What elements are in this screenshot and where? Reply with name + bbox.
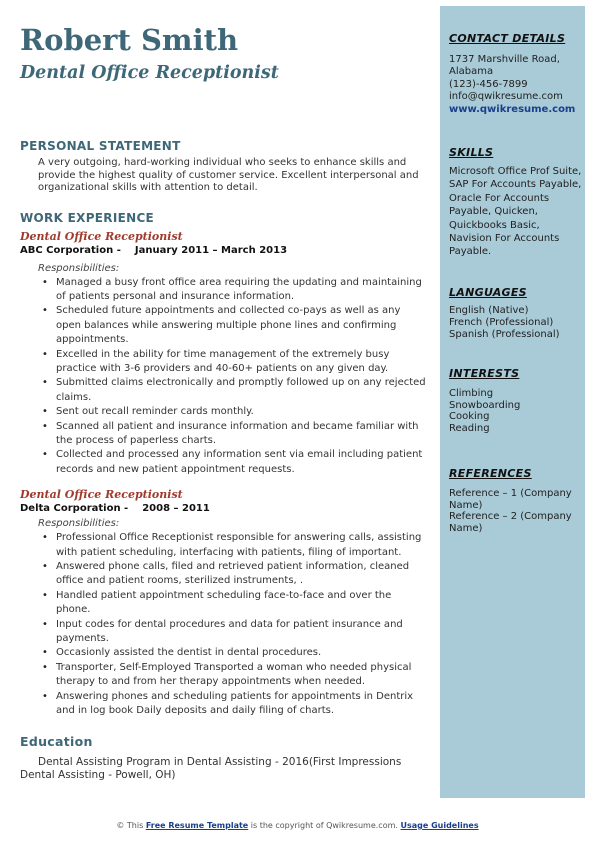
- list-item: Spanish (Professional): [449, 329, 560, 340]
- job-dates: 2008 – 2011: [142, 503, 210, 515]
- main-column: [20, 22, 428, 782]
- interests-section: [449, 367, 583, 434]
- job-company-line: [20, 502, 428, 515]
- list-item: Climbing: [449, 388, 494, 399]
- job-company: ABC Corporation -: [20, 244, 121, 256]
- list-item: • Scheduled future appointments and collected co-pays as well as any open balances while answering multiple phone lines and confirming appointments.: [20, 304, 428, 347]
- list-item: • Excelled in the ability for time management of the extremely busy practice with 3-6 providers and 40-60+ patients on any given day.: [20, 348, 428, 377]
- education-heading: Education: [20, 734, 93, 750]
- skills-text: Microsoft Office Prof Suite, SAP For Accounts Payable, Oracle For Accounts Payable, Quicken, Quickbooks Basic, Navision For Accounts Payable.: [449, 166, 582, 258]
- job-entry: [20, 230, 428, 478]
- list-item: Reference – 2 (Company Name): [449, 511, 572, 534]
- list-item: • Answered phone calls, filed and retrieved patient information, cleaned office and patient rooms, sterilized instruments, .: [20, 560, 428, 589]
- job-company: Delta Corporation -: [20, 503, 129, 515]
- interests-heading: INTERESTS: [449, 367, 520, 380]
- list-item: • Occasionly assisted the dentist in dental procedures.: [20, 646, 428, 660]
- references-heading: REFERENCES: [449, 467, 532, 480]
- job-company-line: [20, 244, 428, 257]
- list-item: Reading: [449, 422, 490, 434]
- skills-section: [449, 146, 583, 259]
- contact-email[interactable]: info@qwikresume.com: [449, 91, 563, 102]
- list-item: Reference – 1 (Company Name): [449, 488, 572, 511]
- list-item: • Submitted claims electronically and promptly followed up on any rejected claims.: [20, 376, 428, 405]
- footer-middle: is the copyright of Qwikresume.com.: [250, 821, 398, 830]
- contact-address-line1: 1737 Marshville Road,: [449, 54, 560, 65]
- list-item: Snowboarding: [449, 399, 521, 411]
- list-item: French (Professional): [449, 317, 554, 328]
- skills-heading: SKILLS: [449, 146, 494, 159]
- list-item: • Sent out recall reminder cards monthly.: [20, 405, 428, 419]
- contact-website-link[interactable]: www.qwikresume.com: [449, 104, 576, 115]
- personal-statement-text: A very outgoing, hard-working individual who seeks to enhance skills and provide the highest quality of customer service. Excellent interpersonal and organizational skills with attention to detail.: [38, 157, 419, 193]
- list-item: Cooking: [449, 411, 490, 422]
- list-item: • Handled patient appointment scheduling face-to-face and over the phone.: [20, 589, 428, 618]
- languages-section: [449, 286, 583, 341]
- list-item: • Answering phones and scheduling patients for appointments in Dentrix and in log book Daily deposits and daily filing of charts.: [20, 690, 428, 719]
- list-item: • Professional Office Receptionist responsible for answering calls, assisting with patient scheduling, interfacing with patients, filing of important.: [20, 531, 428, 560]
- languages-heading: LANGUAGES: [449, 286, 527, 299]
- job-dates: January 2011 – March 2013: [134, 244, 288, 256]
- contact-section: [449, 32, 583, 116]
- contact-heading: CONTACT DETAILS: [449, 32, 566, 45]
- footer-prefix: © This: [116, 821, 144, 830]
- responsibilities-list: [20, 531, 428, 718]
- job-headline: Dental Office Receptionist: [20, 63, 279, 83]
- list-item: • Collected and processed any information sent via email including patient records and new patient appointment requests.: [20, 448, 428, 477]
- usage-guidelines-link[interactable]: Usage Guidelines: [400, 821, 479, 830]
- work-experience-heading: WORK EXPERIENCE: [20, 210, 155, 225]
- references-section: [449, 467, 583, 534]
- interests-list: [449, 388, 583, 434]
- languages-list: [449, 305, 583, 341]
- candidate-name: Robert Smith: [20, 23, 239, 57]
- job-title: Dental Office Receptionist: [20, 229, 183, 243]
- list-item: English (Native): [449, 305, 529, 316]
- education-text: Dental Assisting Program in Dental Assisting - 2016(First Impressions Dental Assisting - Powell, OH): [20, 756, 402, 782]
- contact-address-line2: Alabama: [449, 66, 494, 77]
- responsibilities-label: Responsibilities:: [38, 518, 120, 530]
- responsibilities-label: Responsibilities:: [38, 262, 120, 274]
- footer: [0, 820, 595, 831]
- list-item: • Managed a busy front office area requiring the updating and maintaining of patients personal and insurance information.: [20, 276, 428, 305]
- job-title: Dental Office Receptionist: [20, 488, 183, 502]
- job-entry: [20, 488, 428, 718]
- list-item: • Input codes for dental procedures and data for patient insurance and payments.: [20, 618, 428, 647]
- list-item: • Scanned all patient and insurance information and became familiar with the process of paperless charts.: [20, 420, 428, 449]
- responsibilities-list: [20, 276, 428, 478]
- free-resume-template-link[interactable]: Free Resume Template: [145, 821, 249, 830]
- contact-phone: (123)-456-7899: [449, 79, 528, 90]
- references-list: [449, 488, 583, 534]
- list-item: • Transporter, Self-Employed Transported a woman who needed physical therapy to and from her therapy appointments when needed.: [20, 661, 428, 690]
- personal-statement-heading: PERSONAL STATEMENT: [20, 139, 181, 153]
